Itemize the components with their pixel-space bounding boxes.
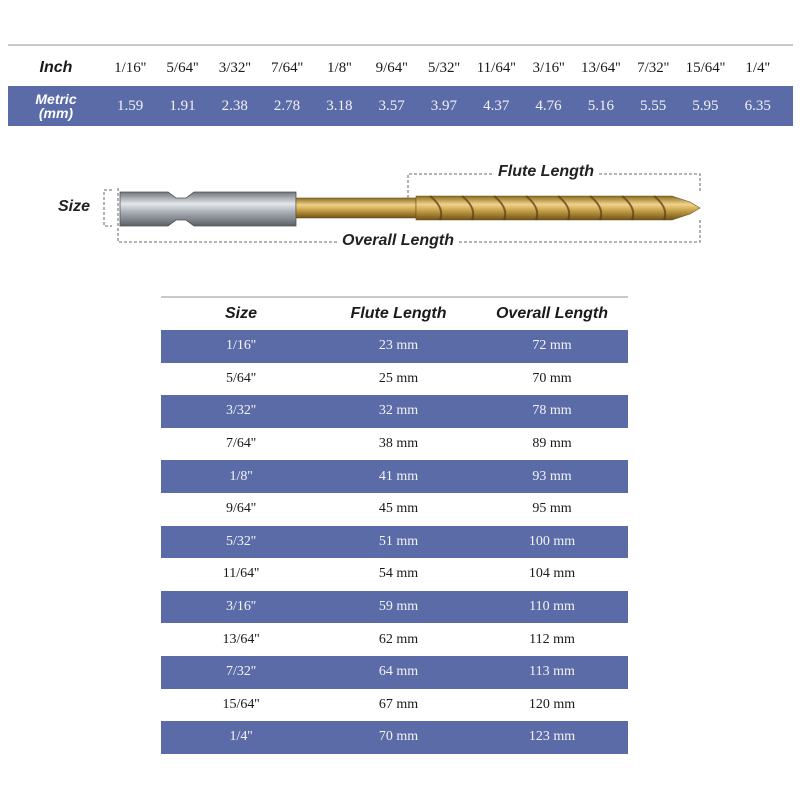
cell-flute-length: 51 mm [378,533,419,549]
cell-overall-length: 78 mm [532,403,572,419]
specs-header-row [161,298,628,330]
cell-overall-length: 72 mm [532,338,572,354]
inch-cell: 7/32'' [637,59,670,76]
metric-cell: 6.35 [744,97,771,114]
metric-cell: 3.57 [378,97,405,114]
cell-size: 13/64'' [222,631,260,647]
inch-row [8,50,793,86]
inch-cell: 9/64'' [375,59,408,76]
table-row [161,623,628,656]
cell-flute-length: 23 mm [378,338,419,354]
table-row [161,460,628,493]
table-row [161,493,628,526]
metric-values [104,98,793,115]
metric-cell: 3.18 [326,97,353,114]
inch-cell: 5/32'' [427,59,460,76]
cell-size: 3/16'' [226,599,256,615]
metric-cell: 5.16 [587,97,614,114]
metric-cell: 3.97 [430,97,458,114]
flute-length-label: Flute Length [494,163,598,181]
cell-flute-length: 67 mm [378,696,419,712]
metric-cell: 5.55 [639,97,667,114]
metric-row-label [8,92,104,120]
inch-metric-conversion-table [8,50,793,126]
cell-size: 1/4'' [229,729,253,745]
table-row [161,395,628,428]
cell-flute-length: 70 mm [378,729,419,745]
inch-cell: 3/32'' [218,59,251,76]
cell-flute-length: 54 mm [378,566,419,582]
cell-size: 9/64'' [226,501,256,517]
cell-overall-length: 93 mm [532,468,572,484]
drill-bit-diagram [0,150,800,270]
size-label: Size [54,198,94,216]
inch-cell: 1/8'' [327,59,352,76]
inch-cell: 7/64'' [271,59,304,76]
cell-overall-length: 113 mm [529,664,575,680]
inch-cell: 5/64'' [166,59,199,76]
inch-cell: 11/64'' [476,59,516,76]
inch-cell: 1/4'' [745,59,770,76]
cell-overall-length: 120 mm [528,696,576,712]
cell-size: 7/64'' [226,436,256,452]
table-row [161,526,628,559]
table-row [161,330,628,363]
cell-flute-length: 59 mm [378,599,419,615]
cell-flute-length: 25 mm [378,370,419,386]
drill-bit-specs-table [161,296,628,754]
inch-values [104,60,793,77]
table-row [161,689,628,722]
metric-row [8,86,793,126]
inch-row-label: Inch [39,59,73,76]
cell-overall-length: 110 mm [529,599,575,615]
metric-cell: 2.38 [221,97,248,114]
cell-overall-length: 95 mm [532,501,572,517]
cell-size: 5/32'' [226,533,256,549]
metric-label-line1: Metric [35,91,77,107]
header-size: Size [224,305,257,322]
metric-cell: 4.37 [483,97,510,114]
hex-shank [120,192,296,226]
table-row [161,721,628,754]
metric-cell: 4.76 [535,97,562,114]
metric-cell: 1.59 [117,97,144,114]
cell-overall-length: 70 mm [532,370,572,386]
metric-cell: 5.95 [692,97,719,114]
header-flute-length: Flute Length [350,305,447,322]
table-row [161,591,628,624]
cell-overall-length: 104 mm [528,566,576,582]
cell-size: 11/64'' [222,566,260,582]
table-row [161,363,628,396]
cell-flute-length: 41 mm [378,468,419,484]
conversion-top-rule [8,44,793,46]
bit-shaft [296,198,416,218]
inch-cell: 15/64'' [685,59,726,76]
cell-flute-length: 32 mm [378,403,419,419]
cell-size: 3/32'' [226,403,256,419]
cell-flute-length: 62 mm [378,631,419,647]
cell-size: 5/64'' [226,370,256,386]
metric-cell: 1.91 [169,97,196,114]
cell-flute-length: 38 mm [378,436,419,452]
specs-body [161,330,628,754]
cell-overall-length: 123 mm [528,729,576,745]
cell-overall-length: 112 mm [529,631,575,647]
cell-flute-length: 64 mm [378,664,419,680]
cell-overall-length: 100 mm [528,533,576,549]
metric-cell: 2.78 [273,97,301,114]
inch-cell: 13/64'' [581,59,621,76]
cell-size: 7/32'' [226,664,256,680]
table-row [161,558,628,591]
cell-size: 15/64'' [222,696,260,712]
size-bracket [104,190,112,226]
inch-cell: 1/16'' [114,59,147,76]
cell-overall-length: 89 mm [532,436,572,452]
cell-size: 1/8'' [229,468,253,484]
inch-cell: 3/16'' [532,59,565,76]
table-row [161,428,628,461]
overall-length-label: Overall Length [338,232,458,250]
metric-label-line2: (mm) [38,105,74,121]
drill-bit-illustration [0,150,800,270]
header-overall-length: Overall Length [495,305,609,322]
cell-flute-length: 45 mm [378,501,419,517]
table-row [161,656,628,689]
cell-size: 1/16'' [226,338,256,354]
